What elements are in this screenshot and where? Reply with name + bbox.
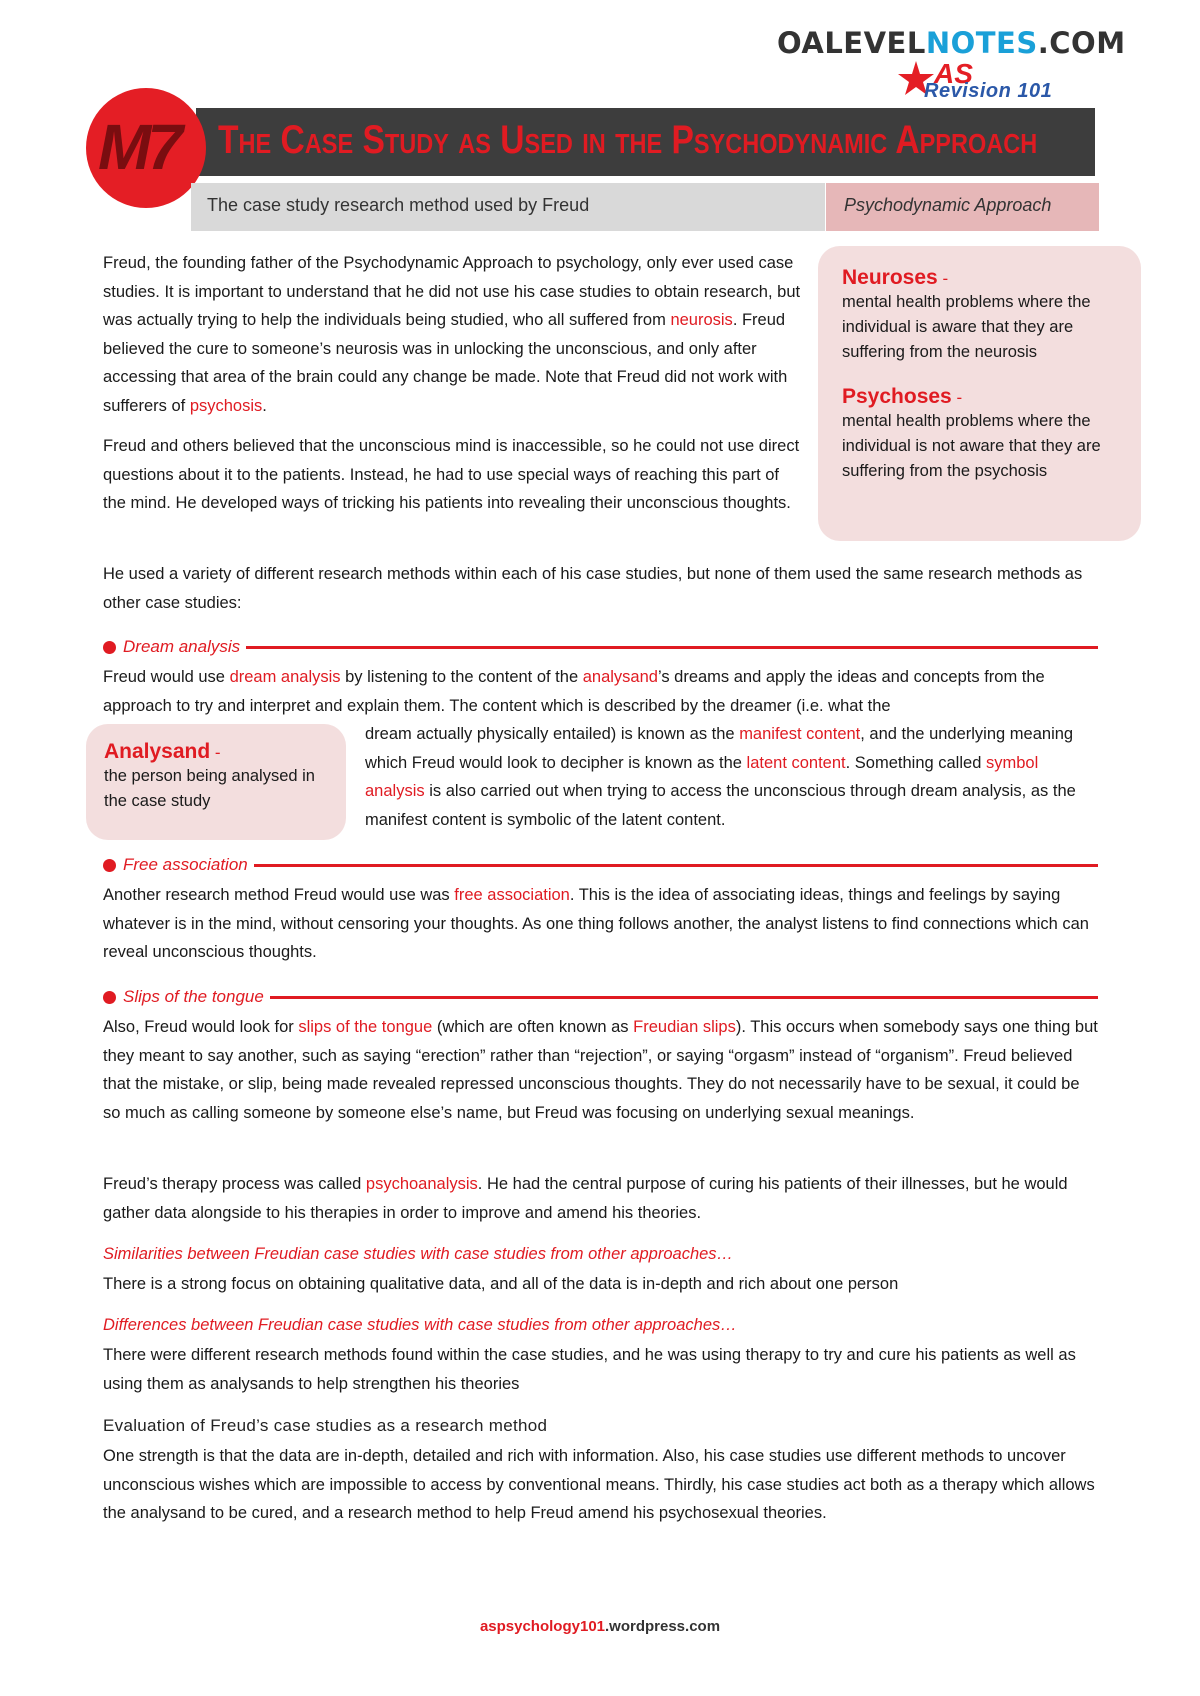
slips-paragraph — [103, 1013, 1098, 1127]
module-badge — [86, 88, 206, 208]
therapy-paragraph — [103, 1170, 1098, 1227]
slips-text-3: ). This occurs when somebody says one thing but they meant to say another, such as saying “erection” rather than “rejection”, or saying “orgasm” instead of “organism”. Freud believed that the mistake, or slip, being made revealed repressed unconscious thoughts. They do not necessarily have to be sexual, it could be so much as calling someone by someone else’s name, but Freud was focusing on underlying sexual meanings. — [103, 1018, 1098, 1122]
brand-part-1: OALEVEL — [777, 26, 926, 60]
term-freudian-slips: Freudian slips — [633, 1018, 736, 1036]
section-divider — [270, 996, 1098, 999]
free-text-1: Another research method Freud would use was — [103, 886, 455, 904]
dream-text-4: dream actually physically entailed) is known as the — [365, 725, 740, 743]
term-psychosis: psychosis — [189, 396, 263, 415]
module-badge-text: M7 — [98, 111, 179, 183]
analysand-heading — [104, 740, 339, 764]
dream-text-1: Freud would use — [103, 668, 230, 686]
term-free-association: free association — [454, 886, 570, 904]
dream-paragraph-right — [365, 720, 1098, 834]
differences-text: There were different research methods found within the case studies, and he was using therapy to try and cure his patients as well as using them as analysands to help strengthen his theories — [103, 1346, 1076, 1393]
dream-text-6: . Something called — [845, 753, 986, 772]
dream-analysis-heading: Dream analysis — [123, 637, 241, 656]
subtitle: The case study research method used by Freud — [207, 195, 590, 215]
topic-tag — [826, 183, 1099, 231]
intro-p1-text-a: Freud, the founding father of the Psychodynamic Approach to psychology, only ever used case studies. It is important to understand that he did not use his case studies to obtain research, but was actually trying to help the individuals being studied, who all suffered from — [103, 254, 801, 329]
term-analysand: analysand — [582, 668, 658, 686]
evaluation-heading: Evaluation of Freud’s case studies as a research method — [103, 1416, 548, 1435]
psychoses-definition: mental health problems where the individual is not aware that they are suffering from the psychosis — [842, 412, 1101, 480]
analysand-dash: - — [210, 743, 221, 762]
topic-tag-text: Psychodynamic Approach — [844, 195, 1052, 215]
brand-part-2: NOTES — [925, 26, 1038, 60]
section-heading-free-association — [103, 852, 1098, 878]
dream-text-3: ’s dreams and apply the ideas and concepts from the approach to try and interpret and explain them. The content which is described by the dreamer (i.e. what the — [103, 668, 1045, 715]
therapy-text-1: Freud’s therapy process was called — [103, 1175, 366, 1193]
section-divider — [254, 864, 1098, 867]
term-slips-of-the-tongue: slips of the tongue — [298, 1018, 433, 1036]
differences-heading: Differences between Freudian case studies with case studies from other approaches… — [103, 1316, 737, 1334]
slips-text-2: (which are often known as — [432, 1018, 634, 1036]
bullet-dot-icon — [103, 991, 116, 1004]
psychoses-term: Psychoses — [842, 385, 952, 408]
intro-paragraph-1 — [103, 249, 805, 420]
intro-paragraph-2: Freud and others believed that the unconscious mind is inaccessible, so he could not use direct questions about it to the patients. Instead, he had to use special ways of reaching this part of the mind. He developed ways of tricking his patients into revealing their unconscious thoughts. — [103, 437, 800, 512]
dream-text-5: , and the underlying meaning which Freud would look to decipher is known as the — [365, 725, 1074, 772]
footer-url-part-2: .wordpress.com — [605, 1618, 721, 1635]
intro-p1-text-b: . Freud believed the cure to someone’s neurosis was in unlocking the unconscious, and only after accessing that area of the brain could any change be made. Note that Freud did not work with sufferers of — [103, 311, 788, 415]
free-text-2: . This is the idea of associating ideas, things and feelings by saying whatever is in the mind, without censoring your thoughts. As one thing follows another, the analyst listens to find connections which can reveal unconscious thoughts. — [103, 886, 1089, 961]
intro-p1-text-c: . — [262, 396, 267, 415]
dream-text-2: by listening to the content of the — [340, 668, 583, 686]
brand-part-3: .COM — [1037, 26, 1126, 60]
as-revision-logo — [896, 58, 1106, 104]
term-symbol-analysis: symbol analysis — [365, 753, 1039, 800]
section-heading-dream-analysis — [103, 634, 1098, 660]
therapy-text-2: . He had the central purpose of curing his patients of their illnesses, but he would gather data alongside to his therapies in order to improve and amend his theories. — [103, 1175, 1068, 1222]
analysand-term: Analysand — [104, 740, 211, 763]
analysand-definition: the person being analysed in the case study — [104, 767, 315, 810]
term-dream-analysis: dream analysis — [229, 668, 341, 686]
section-divider — [246, 646, 1098, 649]
logo-revision: Revision 101 — [924, 80, 1053, 102]
dream-text-7: is also carried out when trying to access the unconscious through dream analysis, as the manifest content is symbolic of the latent content. — [365, 782, 1076, 829]
footer-url[interactable] — [0, 1618, 1200, 1635]
section-heading-slips — [103, 984, 1098, 1010]
psychoses-dash: - — [951, 388, 963, 407]
similarities-heading: Similarities between Freudian case studies with case studies from other approaches… — [103, 1245, 734, 1263]
neuroses-term: Neuroses — [842, 266, 938, 289]
page-title: The Case Study as Used in the Psychodynamic Approach — [218, 118, 1038, 162]
term-neurosis: neurosis — [670, 311, 733, 329]
brand-logo — [777, 26, 1126, 60]
slips-text-1: Also, Freud would look for — [103, 1018, 299, 1036]
dream-paragraph-top — [103, 663, 1098, 720]
neuroses-heading — [842, 266, 1127, 290]
term-psychoanalysis: psychoanalysis — [365, 1175, 478, 1193]
free-association-paragraph — [103, 881, 1098, 967]
free-association-heading: Free association — [123, 855, 248, 874]
glossary-box-neuroses-psychoses — [818, 246, 1141, 541]
slips-heading: Slips of the tongue — [123, 987, 264, 1006]
logo-as: AS — [934, 58, 973, 89]
term-latent-content: latent content — [746, 753, 846, 772]
bullet-dot-icon — [103, 641, 116, 654]
term-manifest-content: manifest content — [739, 725, 861, 743]
footer-url-part-1: aspsychology101 — [479, 1618, 605, 1635]
title-banner — [196, 108, 1095, 176]
neuroses-dash: - — [937, 269, 949, 288]
evaluation-text: One strength is that the data are in-depth, detailed and rich with information. Also, his case studies use different methods to uncover unconscious wishes which are impossible to access by conventional means. Thirdly, his case studies act both as a therapy which allows the analysand to be cured, and a research method to help Freud amend his psychosexual theories. — [103, 1447, 1095, 1522]
intro-paragraph-3: He used a variety of different research methods within each of his case studies, but none of them used the same research methods as other case studies: — [103, 565, 1083, 612]
bullet-dot-icon — [103, 859, 116, 872]
subtitle-bar — [191, 183, 825, 231]
neuroses-definition: mental health problems where the individual is aware that they are suffering from the neurosis — [842, 293, 1091, 361]
psychoses-heading — [842, 385, 1127, 409]
similarities-text: There is a strong focus on obtaining qualitative data, and all of the data is in-depth and rich about one person — [103, 1275, 899, 1293]
glossary-box-analysand — [86, 724, 346, 840]
